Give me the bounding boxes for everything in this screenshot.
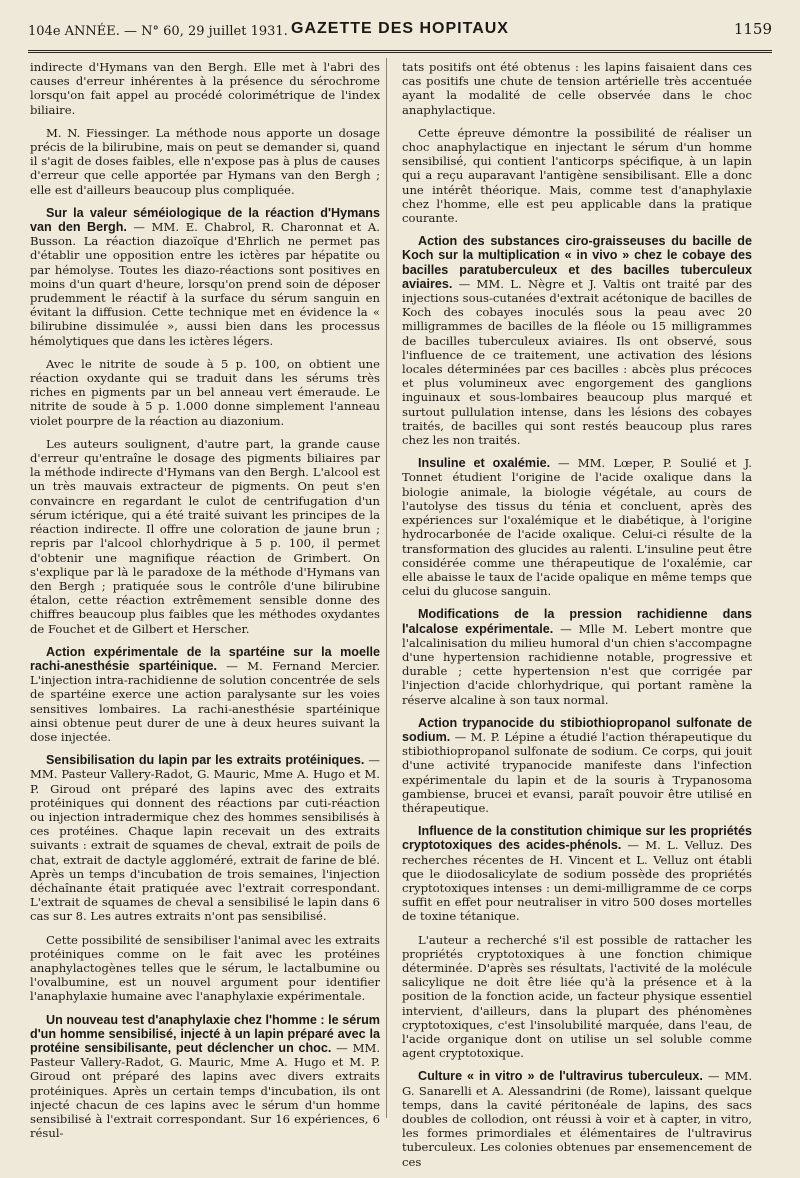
section-paragraph	[402, 716, 752, 815]
section-title: Insuline et oxalémie.	[418, 456, 551, 471]
column-divider	[386, 58, 387, 1118]
section-title: Action trypanocide du stibiothiopropanol sulfonate de sodium.	[402, 715, 752, 744]
right-column	[402, 60, 752, 1178]
body-paragraph: Avec le nitrite de soude à 5 p. 100, on obtient une réaction oxydante qui se traduit dans les sérums très riches en pigments par un bel anneau vert émeraude. Le nitrite de soude à 5 p. 1.000 donne simplement l'anneau violet pourpre de la réaction au diazonium.	[30, 356, 380, 428]
page-header	[28, 14, 772, 53]
section-title: Modifications de la pression rachidienne dans l'alcalose expérimentale.	[402, 607, 752, 636]
section-body: — MM. E. Chabrol, R. Charonnat et A. Busson. La réaction diazoïque d'Ehrlich ne permet pas d'établir une opposition entre les ictères par hépatite ou par hémolyse. Toutes les diazo-réactions sont positives en moins d'un quart d'heure, lorsqu'on prend soin de déposer prudemment le réactif à la surface du sérum sanguin en évitant la diffusion. Cette technique met en évidence la « bilirubine dissimulée », aussi bien dans les processus hémolytiques que dans les ictères légers.	[30, 220, 380, 348]
body-paragraph: Cette possibilité de sensibiliser l'animal avec les extraits protéiniques comme on le fait avec les protéines anaphylactogènes telles que le sérum, le lactalbumine ou l'ovalbumine, est un nouvel argument pour identifier l'anaphylaxie humaine avec l'anaphylaxie expérimentale.	[30, 932, 380, 1004]
body-paragraph: Cette épreuve démontre la possibilité de réaliser un choc anaphylactique en injectant le sérum d'un homme sensibilisé, qui contient l'anticorps spécifique, à un lapin qui a reçu auparavant l'antigène sensibilisant. Elle a donc une intérêt théorique. Mais, comme test d'anaphylaxie chez l'homme, elle est peu applicable dans la pratique courante.	[402, 125, 752, 226]
section-body: — Mlle M. Lebert montre que l'alcalinisation du milieu humoral d'un chien s'accompagne d'une hypertension rachidienne notable, progressive et durable ; cette hypertension n'est que corrigée par l'injection d'acide chlorhydrique, qui portant ramène la réserve alcaline à son taux normal.	[402, 621, 753, 707]
section-paragraph	[402, 456, 752, 598]
section-title: Action expérimentale de la spartéine sur la moelle rachi-anesthésie spartéinique.	[30, 644, 380, 673]
section-body: — M. Fernand Mercier. L'injection intra-rachidienne de solution concentrée de sels de spartéine exerce une action paralysante sur les voies sensitives lombaires. La rachi-anesthésie spartéinique ainsi obtenue peut durer de une à deux heures suivant la dose injectée.	[30, 658, 381, 744]
section-title: Sensibilisation du lapin par les extraits protéiniques.	[46, 753, 365, 768]
section-body: — MM. L. Nègre et J. Valtis ont traité par des injections sous-cutanées d'extrait acétonique de bacilles de Koch des cobayes inoculés sous la peau avec 20 milligrammes de bacilles de la fléole ou 15 milligrammes de bacilles tuberculeux aviaires. Ils ont observé, sous l'influence de ce traitement, une activation des lésions locales déterminées par ces bacilles : abcès plus précoces et plus volumineux avec engorgement des ganglions inguinaux et sous-lombaires beaucoup plus marqué et surtout pullulation intense, dans les lésions des cobayes traités, de bacilles qui sont restés beaucoup plus rares chez les non traités.	[402, 276, 753, 448]
section-body: — MM. Pasteur Vallery-Radot, G. Mauric, Mme A. Hugo et M. P. Giroud ont préparé des lapins avec des extraits protéiniques qui donnent des réactions par cuti-réaction ou injection intradermique chez des hommes sensibilisés à ces protéines. Chaque lapin recevait un des extraits suivants : extrait de squames de cheval, extrait de poils de chat, extrait de dactyle aggloméré, extrait de farine de blé. Après un temps d'incubation de trois semaines, l'injection déchaînante était pratiquée avec l'extrait correspondant. L'extrait de squames de cheval a sensibilisé le lapin dans 6 cas sur 8. Les autres extraits n'ont pas sensibilisé.	[30, 753, 380, 924]
section-paragraph	[30, 206, 380, 348]
section-title: Influence de la constitution chimique sur les propriétés cryptotoxiques des acides-phénols.	[402, 824, 752, 853]
section-title: Un nouveau test d'anaphylaxie chez l'homme : le sérum d'un homme sensibilisé, injecté à un lapin préparé avec la protéine sensibilisante, peut déclencher un choc.	[30, 1012, 380, 1055]
section-body: — M. L. Velluz. Des recherches récentes de H. Vincent et L. Velluz ont établi que le diiodosalicylate de sodium possède des propriétés cryptotoxiques intenses : un demi-milligramme de ce corps suffit en effet pour neutraliser in vitro 500 doses mortelles de toxine tétanique.	[402, 838, 752, 924]
section-body: — MM. Lœper, P. Soulié et J. Tonnet étudient l'origine de l'acide oxalique dans la biologie animale, la biologie végétale, au cours de l'autolyse des tissus du ténia et concluent, après des expériences sur l'oxalémique et le diabétique, à l'origine hydrocarbonée de l'acide oxalique. Celui-ci résulte de la transformation des glucides au ralenti. L'insuline peut être considérée comme une thérapeutique de l'oxalémie, car elle abaisse le taux de l'acide opalique en même temps que celui du glucose sanguin.	[402, 456, 752, 599]
section-paragraph	[30, 1013, 380, 1141]
left-column	[30, 60, 380, 1149]
section-body: — M. P. Lépine a étudié l'action thérapeutique du stibiothiopropanol sulfonate de sodium. Ce corps, qui jouit d'une activité trypanocide manifeste dans l'infection expérimentale du lapin et de la souris à Trypanosoma gambiense, brucei et evansi, paraît pouvoir être utilisé en thérapeutique.	[402, 729, 752, 815]
body-paragraph: indirecte d'Hymans van den Bergh. Elle met à l'abri des causes d'erreur inhérentes à la présence du sérochrome lorsqu'on fait appel au procédé colorimétrique de l'index biliaire.	[30, 60, 380, 117]
section-paragraph	[30, 645, 380, 744]
section-title: Sur la valeur séméiologique de la réaction d'Hymans van den Bergh.	[30, 205, 380, 235]
section-paragraph	[402, 234, 752, 447]
body-paragraph: L'auteur a recherché s'il est possible de rattacher les propriétés cryptotoxiques à une fonction chimique déterminée. D'après ses résultats, l'activité de la molécule salicylique ne doit être liée qu'à la présence et à la position de la fonction acide, un facteur physique essentiel intervient, d'ailleurs, dans la plupart des phénomènes cryptotoxiques, c'est l'insolubilité marquée, dans l'eau, de l'acide organique dont on utilise un sel soluble comme agent cryptotoxique.	[402, 932, 752, 1061]
page-number: 1159	[733, 20, 772, 38]
section-title: Culture « in vitro » de l'ultravirus tuberculeux.	[418, 1069, 703, 1084]
section-body: — MM. Pasteur Vallery-Radot, G. Mauric, Mme A. Hugo et M. P. Giroud ont préparé des lapins avec divers extraits protéiniques. Après un certain temps d'incubation, ils ont injecté chacun de ces lapins avec le sérum d'un homme sensibilisé à l'extrait correspondant. Sur 16 expériences, 6 résul-	[30, 1041, 381, 1141]
section-paragraph	[30, 753, 380, 923]
section-paragraph	[402, 824, 752, 923]
section-paragraph	[402, 1069, 752, 1168]
body-paragraph: Les auteurs soulignent, d'autre part, la grande cause d'erreur qu'entraîne le dosage des pigments biliaires par la méthode indirecte d'Hymans van den Bergh. L'alcool est un très mauvais extracteur de pigments. On peut s'en convaincre en regardant le culot de centrifugation d'un sérum ictérique, qui a été traité suivant les principes de la réaction indirecte. Il offre une coloration de jaune brun ; repris par l'alcool chlorhydrique à 5 p. 100, il permet d'obtenir une magnifique réaction de Grimbert. On s'explique par là le paradoxe de la méthode d'Hymans van den Bergh ; pratiquée sous le contrôle d'une bilirubine étalon, cette réaction extrêmement sensible donne des chiffres beaucoup plus faibles que les méthodes oxydantes de Fouchet et de Gilbert et Herscher.	[30, 436, 380, 636]
journal-title: GAZETTE DES HOPITAUX	[291, 20, 509, 37]
section-body: — MM. G. Sanarelli et A. Alessandrini (de Rome), laissant quelque temps, dans la cavité péritonéale de lapins, des sacs doubles de collodion, ont réussi à voir et à capter, in vitro, les formes primordiales et élémentaires de l'ultravirus tuberculeux. Les colonies obtenues par ensemencement de ces	[402, 1069, 753, 1169]
body-paragraph: tats positifs ont été obtenus : les lapins faisaient dans ces cas positifs une chute de tension artérielle très accentuée ayant la modalité de celle observée dans le choc anaphylactique.	[402, 60, 752, 117]
section-paragraph	[402, 607, 752, 706]
body-paragraph: M. N. Fiessinger. La méthode nous apporte un dosage précis de la bilirubine, mais on peut se demander si, quand il s'agit de doses faibles, elle n'expose pas à plus de causes d'erreur que celle apportée par Hymans van den Bergh ; elle est d'ailleurs beaucoup plus compliquée.	[30, 125, 380, 197]
issue-line: 104e ANNÉE. — N° 60, 29 juillet 1931.	[28, 24, 288, 39]
section-title: Action des substances ciro-graisseuses du bacille de Koch sur la multiplication « in vivo » chez le cobaye des bacilles paratuberculeux et des bacilles tuberculeux aviaires.	[402, 234, 752, 291]
